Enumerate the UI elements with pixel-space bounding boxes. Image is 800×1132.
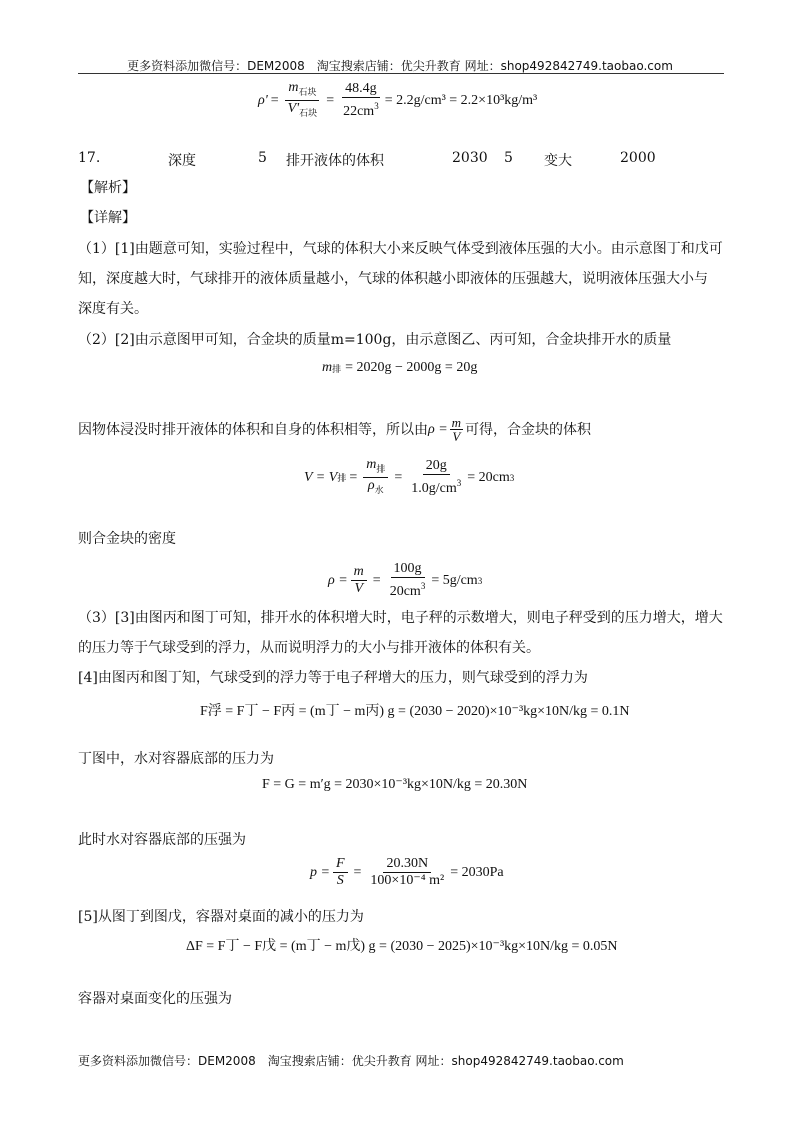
- eq-value-fraction: [340, 81, 382, 120]
- eq-rho-rhs: = 5g/cm: [431, 572, 478, 588]
- eq-v-lhs: V = V: [304, 469, 338, 485]
- label-xiangjie: 【详解】: [80, 210, 136, 226]
- para1-line2: 知，深度越大时，气球排开的液体质量越小，气球的体积越小即液体的压强越大，说明液体压强大小与: [78, 271, 708, 287]
- eq-rho-symbol-fraction: [351, 564, 367, 597]
- eq-v-rhs: = 20cm: [467, 469, 510, 485]
- answer-2: 5: [258, 150, 267, 166]
- equation-m-pai: [322, 360, 477, 376]
- para2: （2）[2]由示意图甲可知，合金块的质量m=100g，由示意图乙、丙可知，合金块排开水的质量: [78, 332, 672, 348]
- para1-line3: 深度有关。: [78, 301, 148, 317]
- eq-p-lhs: p =: [310, 864, 330, 880]
- eq-rho-num: m: [351, 564, 367, 581]
- eq-den-sup: 3: [374, 101, 379, 111]
- eq-v-den-sup: 3: [456, 478, 462, 488]
- eq-v-rhs-sup: 3: [509, 472, 515, 483]
- para5-line1: （3）[3]由图丙和图丁可知，排开水的体积增大时，电子秤的示数增大，则电子秤受到的压力增大，增大: [78, 610, 723, 626]
- eq-p-den: S: [336, 873, 344, 888]
- eq-rhs: = 2.2g/cm³ = 2.2×10³kg/m³: [384, 92, 538, 108]
- eq-mpai-rhs: = 2020g − 2000g = 20g: [345, 360, 478, 375]
- eq-den-sub: 石块: [299, 108, 318, 118]
- answer-3: 排开液体的体积: [286, 153, 384, 169]
- eq-rho-lhs: ρ =: [328, 572, 348, 588]
- para1-line1: （1）[1]由题意可知，实验过程中，气球的体积大小来反映气体受到液体压强的大小。由示意图丁和戊可: [78, 241, 723, 257]
- equation-density-stone: ρ' = $\frac{m_{石块}}{V'_{石块}}$ = $\frac{48.4g}{22cm^3}$ = 2.2g/cm³ = 2.2×10³kg/m³: [258, 80, 538, 119]
- eq-v-num-val: 20g: [423, 458, 450, 475]
- answer-6: 变大: [544, 153, 572, 169]
- para7: 此时水对容器底部的压强为: [78, 832, 246, 848]
- eq-v-num-sym: m: [366, 457, 377, 472]
- eq-p-rhs: = 2030Pa: [450, 864, 504, 880]
- header-rule: [78, 73, 724, 74]
- para3: [78, 416, 591, 443]
- eq-lhs: ρ': [258, 92, 268, 108]
- eq-p-num: F: [333, 856, 348, 873]
- para5-line2: 的压力等于气球受到的浮力，从而说明浮力的大小与排开液体的体积有关。: [78, 640, 540, 656]
- para6: 丁图中，水对容器底部的压力为: [78, 751, 274, 767]
- eq-num-sub: 石块: [298, 87, 317, 97]
- para9: 容器对桌面变化的压强为: [78, 991, 232, 1007]
- answer-number: 17.: [78, 150, 101, 166]
- eq-p-symbol-fraction: [333, 856, 348, 889]
- eq-rho-rhs-sup: 3: [477, 575, 483, 586]
- eq-symbol-fraction: [285, 80, 321, 121]
- eq-rho-den: V: [354, 581, 364, 596]
- answer-5: 5: [504, 150, 513, 166]
- para5-line3: [4]由图丙和图丁知，气球受到的浮力等于电子秤增大的压力，则气球受到的浮力为: [78, 670, 588, 686]
- eq-rho-den-val: 20cm: [389, 584, 421, 599]
- eq-mpai-sub: 排: [332, 363, 342, 374]
- eq-v-den-val: 1.0g/cm: [411, 481, 457, 496]
- eq-rho-value-fraction: [387, 561, 429, 600]
- eq-num-value: 48.4g: [342, 81, 380, 98]
- eq-mpai-lhs: m: [322, 360, 333, 375]
- eq-p-num-val: 20.30N: [383, 856, 431, 873]
- eq-den-symbol: V': [287, 101, 300, 116]
- eq-v-value-fraction: [408, 458, 464, 497]
- eq-den-value: 22cm: [343, 104, 375, 119]
- inline-num: m: [451, 415, 462, 430]
- page-footer: 更多资料添加微信号：DEM2008 淘宝搜索店铺：优尖升教育 网址：shop492842749.taobao.com: [78, 1054, 624, 1068]
- para3-text-a: 因物体浸没时排开液体的体积和自身的体积相等，所以由: [78, 421, 428, 438]
- equation-density-alloy: ρ = $\frac{m}{V}$ = $\frac{100g}{20cm^3}$ = 5g/cm 3: [328, 561, 483, 599]
- eq-v-lhs-sub: 排: [337, 473, 347, 483]
- equation-buoyancy: F浮 = F丁 − F丙 = (m丁 − m丙) g = (2030 − 2020)×10⁻³kg×10N/kg = 0.1N: [200, 704, 630, 719]
- inline-rho-fraction: [450, 416, 463, 443]
- page-header: 更多资料添加微信号：DEM2008 淘宝搜索店铺：优尖升教育 网址：shop492842749.taobao.com: [127, 59, 673, 73]
- answer-1: 深度: [168, 153, 196, 169]
- eq-p-den-val: 100×10⁻⁴ m²: [370, 873, 445, 888]
- equation-delta-force: ΔF = F丁 − F戊 = (m丁 − m戊) g = (2030 − 2025)×10⁻³kg×10N/kg = 0.05N: [186, 939, 618, 954]
- inline-den: V: [452, 429, 461, 444]
- eq-rho-num-val: 100g: [391, 561, 425, 578]
- answer-7: 2000: [620, 150, 656, 166]
- para4: 则合金块的密度: [78, 531, 176, 547]
- eq-v-den-sub: 水: [374, 485, 384, 495]
- eq-num-symbol: m: [288, 80, 299, 95]
- eq-v-den-sym: ρ: [367, 478, 375, 493]
- para8: [5]从图丁到图戊，容器对桌面的减小的压力为: [78, 909, 364, 925]
- para3-text-b: 可得，合金块的体积: [465, 421, 592, 438]
- eq-v-num-sub: 排: [376, 464, 386, 474]
- eq-v-symbol-fraction: [363, 457, 388, 498]
- equation-pressure: p = $\frac{F}{S}$ = $\frac{20.30N}{\text{100×10⁻⁴ m²}}$ = 2030Pa: [310, 856, 504, 888]
- equation-volume: V = V 排 = $\frac{m_排}{\rho_水}$ = $\frac{20g}{1.0g/cm^3}$ = 20cm 3: [304, 457, 515, 496]
- answer-4: 2030: [452, 150, 488, 166]
- eq-p-value-fraction: [367, 856, 447, 889]
- inline-rho-lhs: ρ =: [428, 421, 448, 437]
- eq-rho-den-sup: 3: [420, 581, 426, 591]
- label-jiexi: 【解析】: [80, 180, 136, 196]
- equation-pressure-force: F = G = m′g = 2030×10⁻³kg×10N/kg = 20.30N: [262, 777, 528, 792]
